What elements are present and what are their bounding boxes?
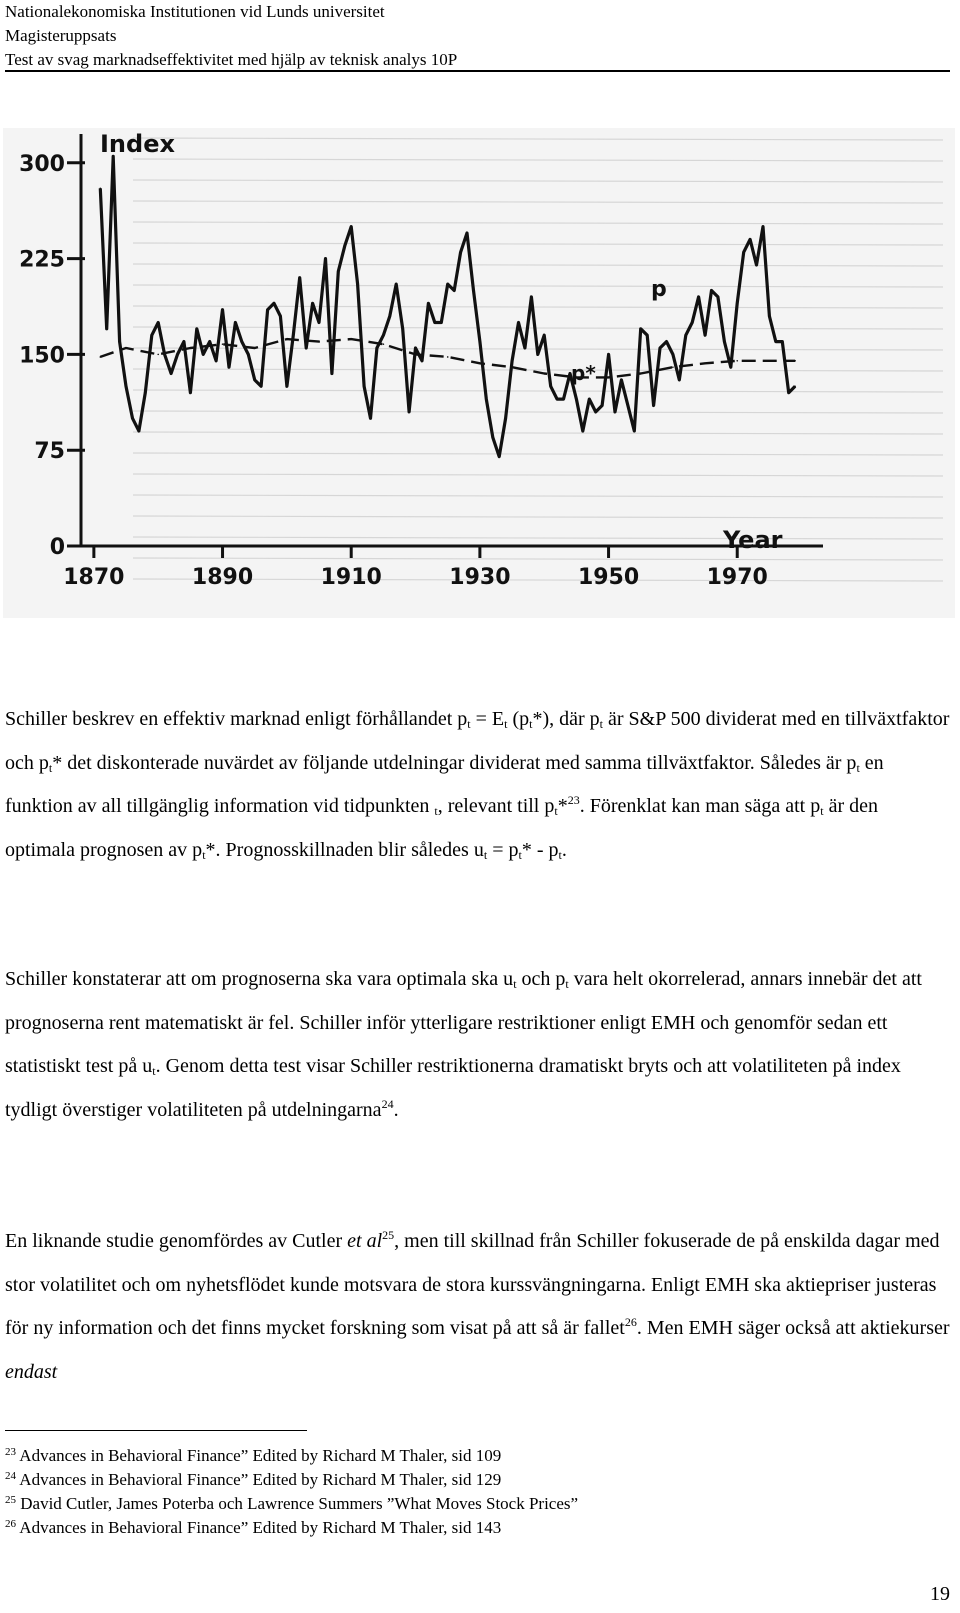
data-point bbox=[704, 363, 706, 365]
data-point bbox=[318, 341, 320, 343]
data-point bbox=[350, 338, 352, 340]
index-chart bbox=[3, 128, 955, 618]
footnote-ref-25: 25 bbox=[382, 1228, 395, 1242]
data-point bbox=[576, 398, 578, 400]
data-point bbox=[486, 398, 488, 400]
data-point bbox=[312, 302, 314, 304]
data-point bbox=[543, 373, 545, 375]
footnote-ref-26: 26 bbox=[624, 1315, 637, 1329]
data-point bbox=[460, 251, 462, 253]
footnote-ref-24: 24 bbox=[381, 1096, 394, 1111]
data-point bbox=[145, 392, 147, 394]
y-tick-label: 150 bbox=[19, 343, 65, 369]
series-annotation-p-star: p* bbox=[571, 361, 596, 385]
data-point bbox=[711, 290, 713, 292]
data-point bbox=[582, 430, 584, 432]
data-point bbox=[344, 245, 346, 247]
data-point bbox=[666, 341, 668, 343]
data-point bbox=[479, 341, 481, 343]
data-point bbox=[125, 386, 127, 388]
data-point bbox=[138, 430, 140, 432]
data-point bbox=[357, 283, 359, 285]
data-point bbox=[473, 290, 475, 292]
data-point bbox=[170, 373, 172, 375]
data-point bbox=[318, 322, 320, 324]
data-point bbox=[614, 411, 616, 413]
footnotes bbox=[5, 1444, 950, 1540]
data-point bbox=[447, 283, 449, 285]
data-point bbox=[621, 379, 623, 381]
data-point bbox=[775, 341, 777, 343]
y-tick-label: 300 bbox=[19, 151, 65, 177]
footnote-separator bbox=[5, 1430, 307, 1431]
y-axis-title: Index bbox=[100, 130, 175, 158]
data-point bbox=[383, 343, 385, 345]
data-point bbox=[222, 343, 224, 345]
data-point bbox=[563, 398, 565, 400]
data-point bbox=[100, 188, 102, 190]
data-point bbox=[704, 334, 706, 336]
data-point bbox=[183, 341, 185, 343]
series-annotation-p: p bbox=[651, 277, 667, 302]
data-point bbox=[736, 360, 738, 362]
data-point bbox=[273, 302, 275, 304]
data-point bbox=[338, 271, 340, 273]
data-point bbox=[511, 360, 513, 362]
data-point bbox=[466, 232, 468, 234]
data-point bbox=[769, 360, 771, 362]
data-point bbox=[788, 392, 790, 394]
data-point bbox=[395, 283, 397, 285]
data-point bbox=[190, 347, 192, 349]
x-tick-label: 1930 bbox=[449, 565, 511, 590]
data-point bbox=[531, 296, 533, 298]
data-point bbox=[640, 328, 642, 330]
data-point bbox=[267, 309, 269, 311]
data-point bbox=[228, 366, 230, 368]
data-point bbox=[672, 366, 674, 368]
data-point bbox=[196, 328, 198, 330]
data-point bbox=[132, 417, 134, 419]
data-point bbox=[453, 290, 455, 292]
x-axis-title: Year bbox=[723, 526, 783, 554]
paragraph-cutler-study: En liknande studie genomfördes av Cutler et $al^{25}$, men till skillnad från Schiller fokuserade de på enskilda dagar med stor volatilitet och om nyhetsflödet kunde motsvara de stora kurssvängningarna. Enligt EMH ska aktiepriser justeras för ny information och det finns mycket forskning som visat på att så är fallet$^{26}$. Men EMH säger också att aktiekurser endast bbox=[5, 1228, 950, 1383]
data-point bbox=[215, 360, 217, 362]
data-point bbox=[151, 334, 153, 336]
data-point bbox=[106, 328, 108, 330]
data-point bbox=[479, 363, 481, 365]
data-point bbox=[209, 341, 211, 343]
data-point bbox=[608, 354, 610, 356]
data-point bbox=[119, 341, 121, 343]
data-point bbox=[299, 277, 301, 279]
data-point bbox=[177, 354, 179, 356]
y-tick-label: 75 bbox=[34, 439, 65, 465]
data-point bbox=[556, 398, 558, 400]
data-point bbox=[286, 338, 288, 340]
data-point bbox=[415, 354, 417, 356]
data-point bbox=[505, 417, 507, 419]
data-point bbox=[286, 386, 288, 388]
footnote-24: $^{24}$ Advances in Behavioral Finance” Edited by Richard M Thaler, sid 129 bbox=[5, 1470, 502, 1489]
header-rule bbox=[5, 70, 950, 72]
data-point bbox=[350, 226, 352, 228]
data-point bbox=[672, 354, 674, 356]
data-point bbox=[524, 347, 526, 349]
data-point bbox=[627, 405, 629, 407]
data-point bbox=[518, 322, 520, 324]
x-tick-label: 1910 bbox=[320, 565, 382, 590]
data-point bbox=[691, 322, 693, 324]
data-point bbox=[743, 251, 745, 253]
data-point bbox=[769, 315, 771, 317]
header-thesis-type: Magisteruppsats bbox=[5, 26, 117, 45]
data-point bbox=[640, 373, 642, 375]
data-point bbox=[492, 437, 494, 439]
footnote-26: $^{26}$ Advances in Behavioral Finance” Edited by Richard M Thaler, sid 143 bbox=[5, 1518, 502, 1537]
data-point bbox=[698, 296, 700, 298]
header-institution: Nationalekonomiska Institutionen vid Lunds universitet bbox=[5, 2, 385, 21]
page-number: 19 bbox=[930, 1583, 950, 1605]
page-header bbox=[5, 0, 950, 72]
data-point bbox=[383, 334, 385, 336]
y-tick-label: 225 bbox=[19, 247, 65, 273]
data-point bbox=[260, 386, 262, 388]
data-point bbox=[685, 334, 687, 336]
data-point bbox=[389, 315, 391, 317]
data-point bbox=[749, 239, 751, 241]
footnote-ref-23: 23 bbox=[567, 793, 580, 807]
data-point bbox=[235, 322, 237, 324]
data-point bbox=[511, 366, 513, 368]
data-point bbox=[659, 347, 661, 349]
data-point bbox=[325, 258, 327, 260]
data-point bbox=[202, 354, 204, 356]
data-point bbox=[447, 356, 449, 358]
data-point bbox=[408, 411, 410, 413]
data-point bbox=[736, 302, 738, 304]
header-title: Test av svag marknadseffektivitet med hjälp av teknisk analys 10P bbox=[5, 50, 458, 69]
footnote-25: $^{25}$ David Cutler, James Poterba och Lawrence Summers ”What Moves Stock Prices” bbox=[5, 1494, 579, 1513]
data-point bbox=[434, 322, 436, 324]
data-point bbox=[428, 302, 430, 304]
data-point bbox=[762, 226, 764, 228]
data-point bbox=[125, 347, 127, 349]
x-tick-label: 1950 bbox=[577, 565, 640, 590]
data-point bbox=[550, 386, 552, 388]
data-point bbox=[498, 456, 500, 458]
data-point bbox=[646, 334, 648, 336]
data-point bbox=[421, 360, 423, 362]
data-point bbox=[100, 356, 102, 358]
data-point bbox=[254, 347, 256, 349]
data-point bbox=[280, 315, 282, 317]
paragraph-schiller-test: Schiller konstaterar att om prognoserna ska vara optimala ska $u_t$ och $p_t$ vara helt okorrelerad, annars innebär det att prognoserna rent matematiskt är fel. Schiller inför ytterligare restriktioner enligt EMH och genomför sedan ett statistiskt test på $u_t$. Genom detta test visar Schiller restriktionerna dramatiskt bryts och att volatiliteten på index tydligt överstiger volatiliteten på utdelningarna$^{24}$. bbox=[5, 968, 922, 1121]
data-point bbox=[157, 354, 159, 356]
data-point bbox=[595, 411, 597, 413]
x-tick-label: 1970 bbox=[706, 565, 768, 590]
data-point bbox=[717, 296, 719, 298]
data-point bbox=[730, 366, 732, 368]
data-point bbox=[794, 386, 796, 388]
data-point bbox=[601, 405, 603, 407]
data-point bbox=[190, 392, 192, 394]
data-point bbox=[402, 328, 404, 330]
data-point bbox=[679, 379, 681, 381]
data-point bbox=[415, 347, 417, 349]
data-point bbox=[331, 373, 333, 375]
data-point bbox=[293, 334, 295, 336]
x-tick-label: 1890 bbox=[191, 565, 254, 590]
footnote-23: $^{23}$ Advances in Behavioral Finance” Edited by Richard M Thaler, sid 109 bbox=[5, 1446, 502, 1465]
data-point bbox=[440, 322, 442, 324]
data-point bbox=[608, 377, 610, 379]
data-point bbox=[241, 341, 243, 343]
index-chart-figure bbox=[3, 128, 955, 618]
data-point bbox=[247, 354, 249, 356]
data-point bbox=[157, 322, 159, 324]
y-tick-label: 0 bbox=[49, 535, 65, 560]
data-point bbox=[254, 379, 256, 381]
data-point bbox=[653, 405, 655, 407]
data-point bbox=[222, 309, 224, 311]
paragraph-schiller-definition: Schiller beskrev en effektiv marknad enligt förhållandet $p_t = E_t$ $(p_t*)$, där $p_t$ är S&P 500 dividerat med en tillväxtfaktor och $p_t*$ det diskonterade nuvärdet av följande utdelningar dividerat med samma tillväxtfaktor. Således är $p_t$ en funktion av all tillgänglig information vid tidpunkten $_t$, relevant till $p_t*^{23}$. Förenklat kan man säga att $p_t$ är den optimala prognosen av $p_t*$. Prognosskillnaden blir således $u_t = p_t* - p_t$. bbox=[5, 708, 950, 862]
data-point bbox=[633, 430, 635, 432]
data-point bbox=[376, 347, 378, 349]
data-point bbox=[537, 354, 539, 356]
data-point bbox=[305, 347, 307, 349]
x-tick-label: 1870 bbox=[63, 565, 125, 590]
data-point bbox=[756, 264, 758, 266]
data-point bbox=[588, 398, 590, 400]
data-point bbox=[781, 341, 783, 343]
data-point bbox=[370, 417, 372, 419]
data-point bbox=[543, 334, 545, 336]
data-point bbox=[794, 360, 796, 362]
data-point bbox=[724, 341, 726, 343]
data-point bbox=[363, 386, 365, 388]
